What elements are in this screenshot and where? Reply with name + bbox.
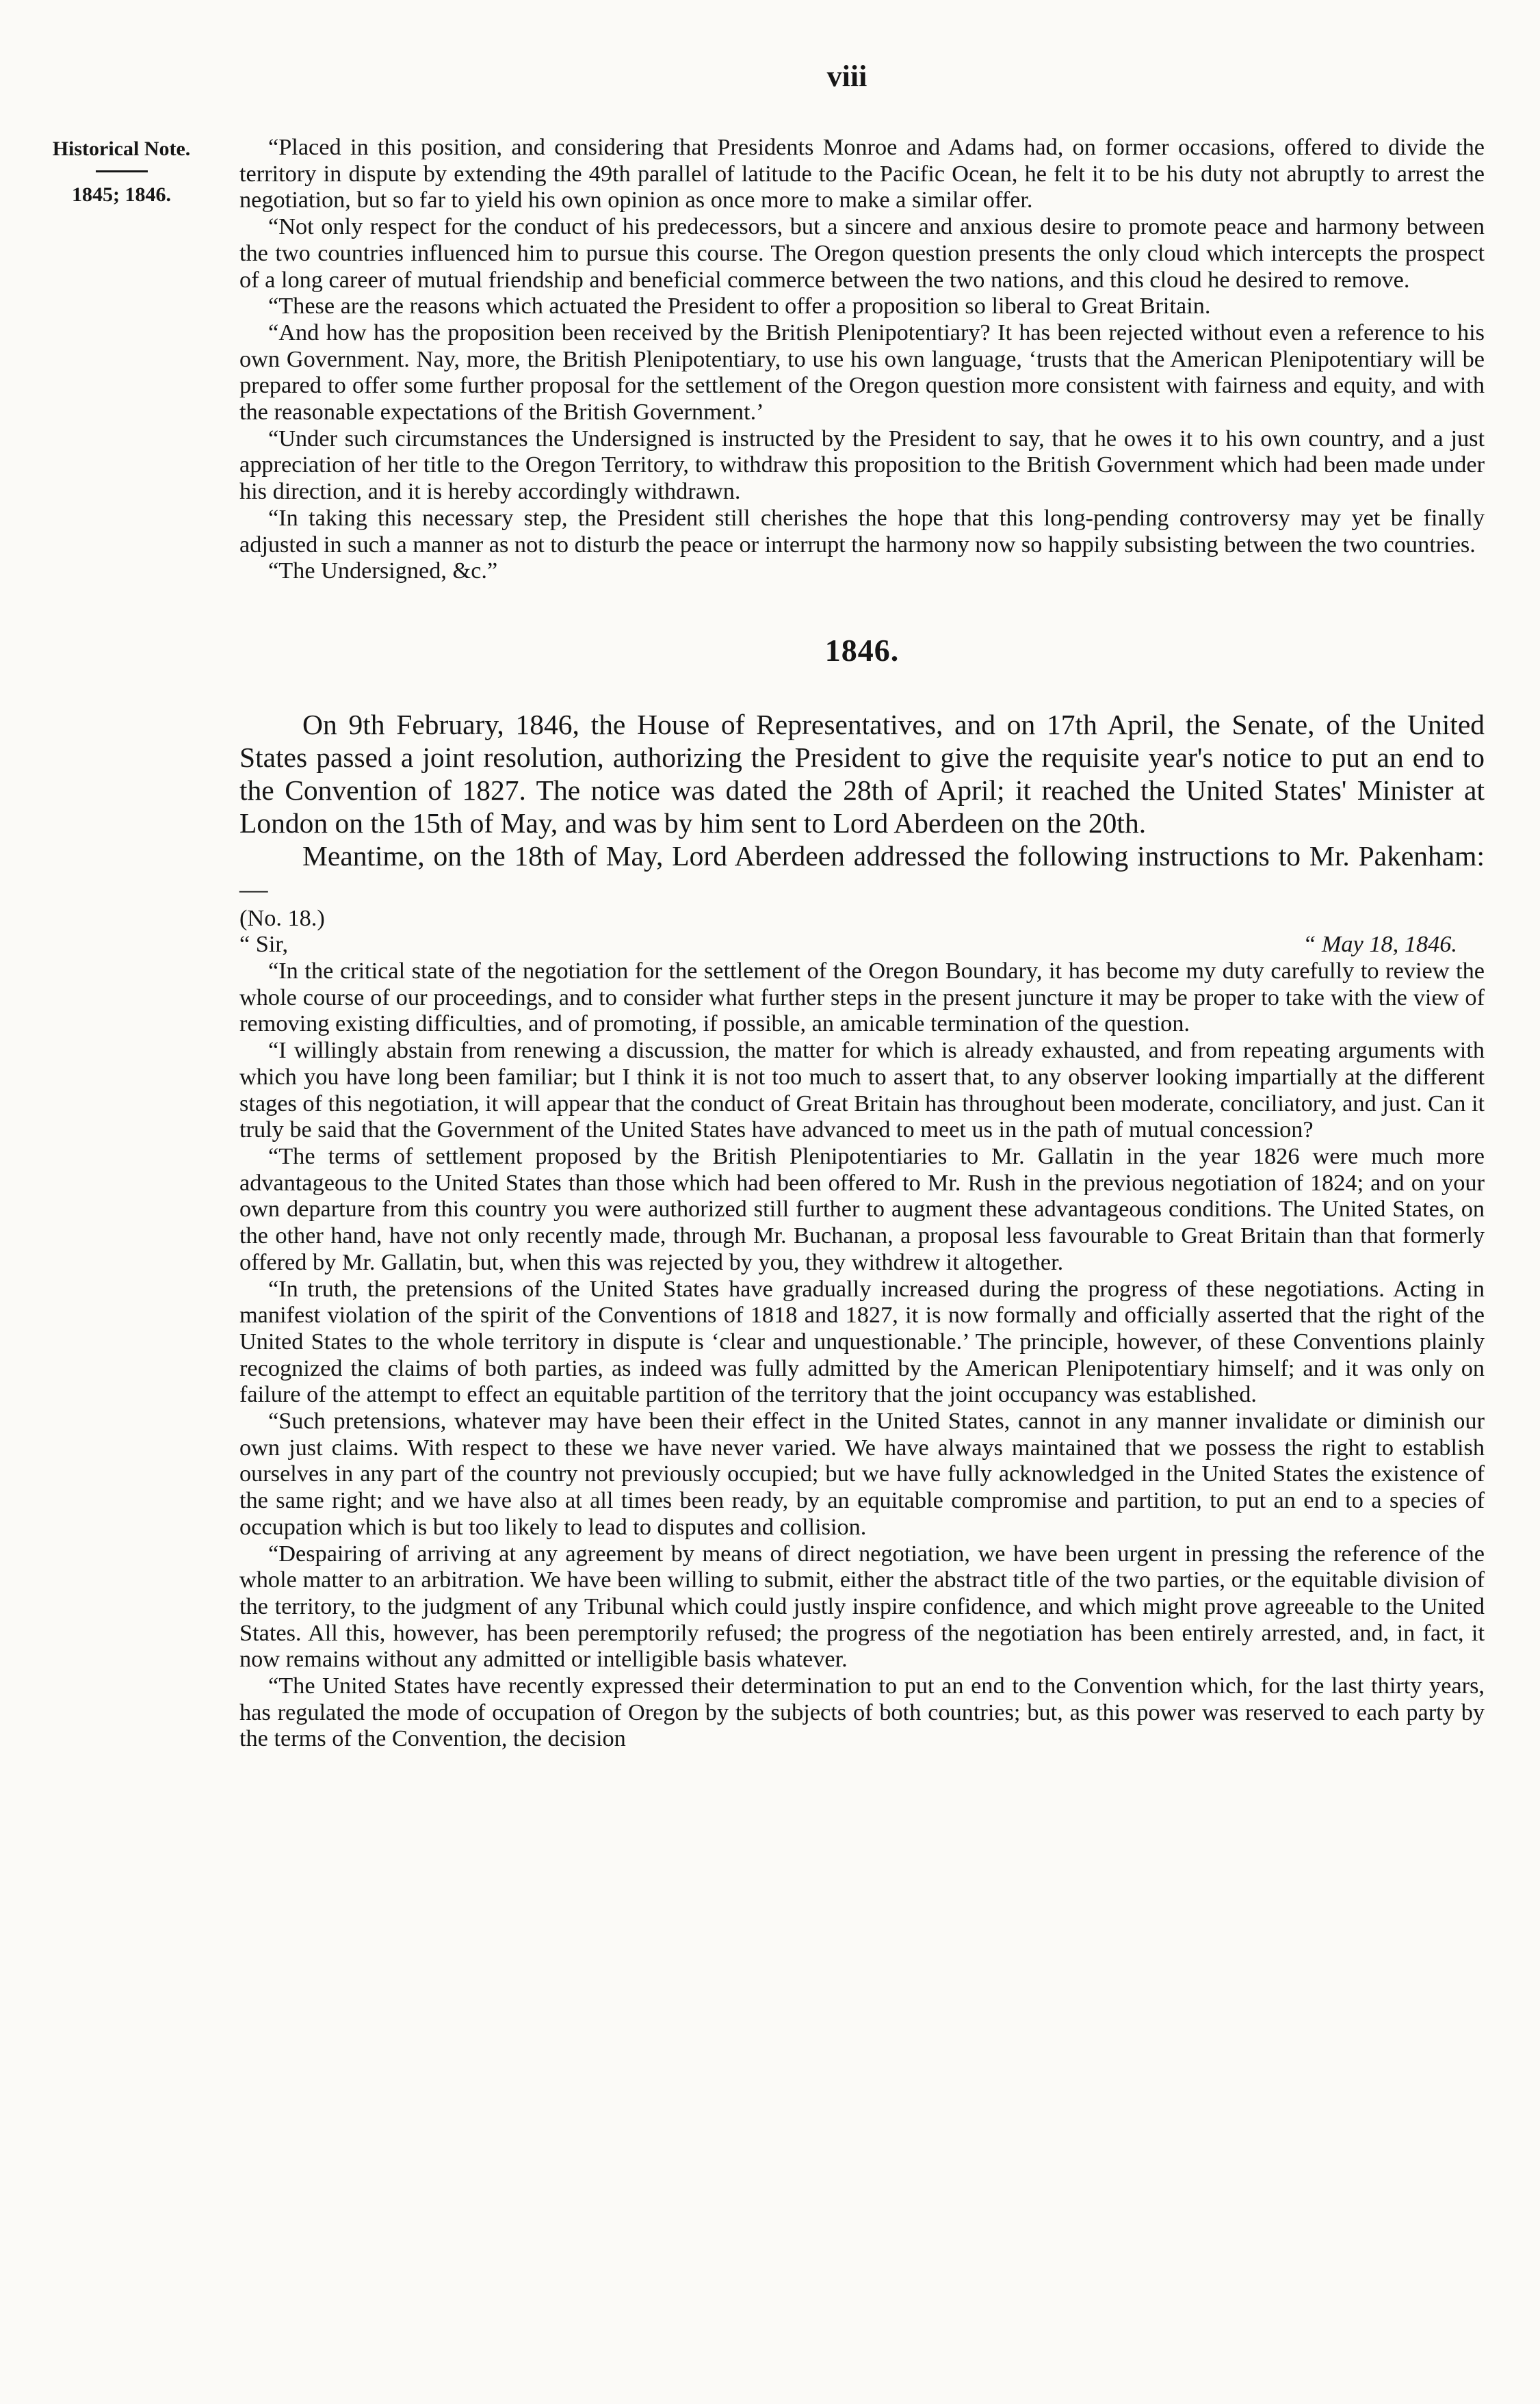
letter-date-text: “ May 18, 1846.	[1303, 931, 1457, 958]
salutation-row	[239, 931, 1485, 958]
page-number: viii	[826, 60, 867, 93]
section-1846-intro	[239, 708, 1485, 905]
margin-note-label: Historical Note.	[52, 138, 191, 160]
intro-paragraph: On 9th February, 1846, the House of Representatives, and on 17th April, the Senate, of the United States passed a joint resolution, authorizing the President to give the requisite year's notice to put an end to the Convention of 1827. The notice was dated the 28th of April; it reached the United States' Minister at London on the 15th of May, and was by him sent to Lord Aberdeen on the 20th.	[239, 708, 1485, 839]
paragraph: “The Undersigned, &c.”	[268, 558, 498, 584]
paragraph: “Not only respect for the conduct of his predecessors, but a sincere and anxious desire to promote peace and harmony between the two countries influenced him to pursue this course. The Oregon question presents the only cloud which intercepts the prospect of a long career of mutual friendship and beneficial commerce between the two nations, and this cloud he desired to remove.	[239, 213, 1485, 293]
paragraph: “Placed in this position, and considering that Presidents Monroe and Adams had, on former occasions, offered to divide the territory in dispute by extending the 49th parallel of latitude to the Pacific Ocean, he felt it to be his duty not abruptly to arrest the negotiation, but so far to yield his own opinion as once more to make a similar offer.	[239, 134, 1485, 213]
letter-salutation: “ Sir,	[239, 931, 289, 958]
paragraph: “These are the reasons which actuated the President to offer a proposition so liberal to Great Britain.	[268, 293, 1211, 319]
letter-date	[1303, 931, 1457, 958]
margin-note-rule	[96, 170, 148, 172]
page-body	[239, 134, 1485, 1752]
letter-paragraph: “Such pretensions, whatever may have been their effect in the United States, cannot in any manner invalidate or diminish our own just claims. With respect to these we have never varied. We have always maintained that we possess the right to establish ourselves in any part of the country not previously occupied; but we have fully acknowledged in the United States the existence of the same right; and we have also at all times been ready, by an equitable compromise and partition, to put an end to a species of occupation which is but too likely to lead to disputes and collision.	[239, 1408, 1485, 1540]
letter-paragraph: “The United States have recently expressed their determination to put an end to the Convention which, for the last thirty years, has regulated the mode of occupation of Oregon by the subjects of both countries; but, as this power was reserved to each party by the terms of the Convention, the decision	[239, 1673, 1485, 1752]
margin-notes	[21, 133, 222, 211]
margin-note-years: 1845; 1846.	[72, 183, 171, 206]
letter-paragraph: “I willingly abstain from renewing a discussion, the matter for which is already exhausted, and from repeating arguments with which you have long been familiar; but I think it is not too much to assert that, to any observer looking impartially at the different stages of this negotiation, it will appear that the conduct of Great Britain has throughout been moderate, conciliatory, and just. Can it truly be said that the Government of the United States have advanced to meet us in the path of mutual concession?	[239, 1037, 1485, 1143]
letter-paragraph: “In the critical state of the negotiation for the settlement of the Oregon Boundary, it has become my duty carefully to review the whole course of our proceedings, and to consider what further steps in the present juncture it may be proper to take with the view of removing existing difficulties, and of promoting, if possible, an amicable termination of the question.	[239, 958, 1485, 1037]
paragraph: “In taking this necessary step, the President still cherishes the hope that this long-pending controversy may yet be finally adjusted in such a manner as not to disturb the peace or interrupt the harmony now so happily subsisting between the two countries.	[239, 504, 1485, 558]
letter-paragraph: “Despairing of arriving at any agreement by means of direct negotiation, we have been urgent in pressing the reference of the whole matter to an arbitration. We have been willing to submit, either the abstract title of the two parties, or the equitable division of the territory, to the judgment of any Tribunal which could justly inspire confidence, and which might prove agreeable to the United States. All this, however, has been peremptorily refused; the progress of the negotiation has been entirely arrested, and, in fact, it now remains without any admitted or intelligible basis whatever.	[239, 1540, 1485, 1673]
section-1845	[239, 134, 1485, 584]
paragraph: “Under such circumstances the Undersigned is instructed by the President to say, that he owes it to his own country, and a just appreciation of her title to the Oregon Territory, to withdraw this proposition to the British Government which had been made under his direction, and it is hereby accordingly withdrawn.	[239, 425, 1485, 505]
letter	[239, 905, 1485, 1753]
intro-paragraph: Meantime, on the 18th of May, Lord Aberdeen addressed the following instructions to Mr. Pakenham:—	[239, 839, 1485, 904]
year-heading: 1846.	[824, 632, 900, 668]
letter-paragraph: “In truth, the pretensions of the United States have gradually increased during the progress of these negotiations. Acting in manifest violation of the spirit of the Conventions of 1818 and 1827, it is now formally and officially asserted that the right of the United States to the whole territory in dispute is ‘clear and unquestionable.’ The principle, however, of these Conventions plainly recognized the claims of both parties, as indeed was fully admitted by the American Plenipotentiary himself; and it was only on failure of the attempt to effect an equitable partition of the territory that the joint occupancy was established.	[239, 1275, 1485, 1408]
letter-paragraph: “The terms of settlement proposed by the British Plenipotentiaries to Mr. Gallatin in the year 1826 were much more advantageous to the United States than those which had been offered to Mr. Rush in the previous negotiation of 1824; and on your own departure from this country you were authorized still further to augment these advantageous conditions. The United States, on the other hand, have not only recently made, through Mr. Buchanan, a proposal less favourable to Great Britain than that formerly offered by Mr. Gallatin, but, when this was rejected by you, they withdrew it altogether.	[239, 1142, 1485, 1275]
paragraph: “And how has the proposition been received by the British Plenipotentiary? It has been rejected without even a reference to his own Government. Nay, more, the British Plenipotentiary, to use his own language, ‘trusts that the American Plenipotentiary will be prepared to offer some further proposal for the settlement of the Oregon question more consistent with fairness and equity, and with the reasonable expectations of the British Government.’	[239, 319, 1485, 426]
letter-reference: (No. 18.)	[239, 904, 325, 931]
